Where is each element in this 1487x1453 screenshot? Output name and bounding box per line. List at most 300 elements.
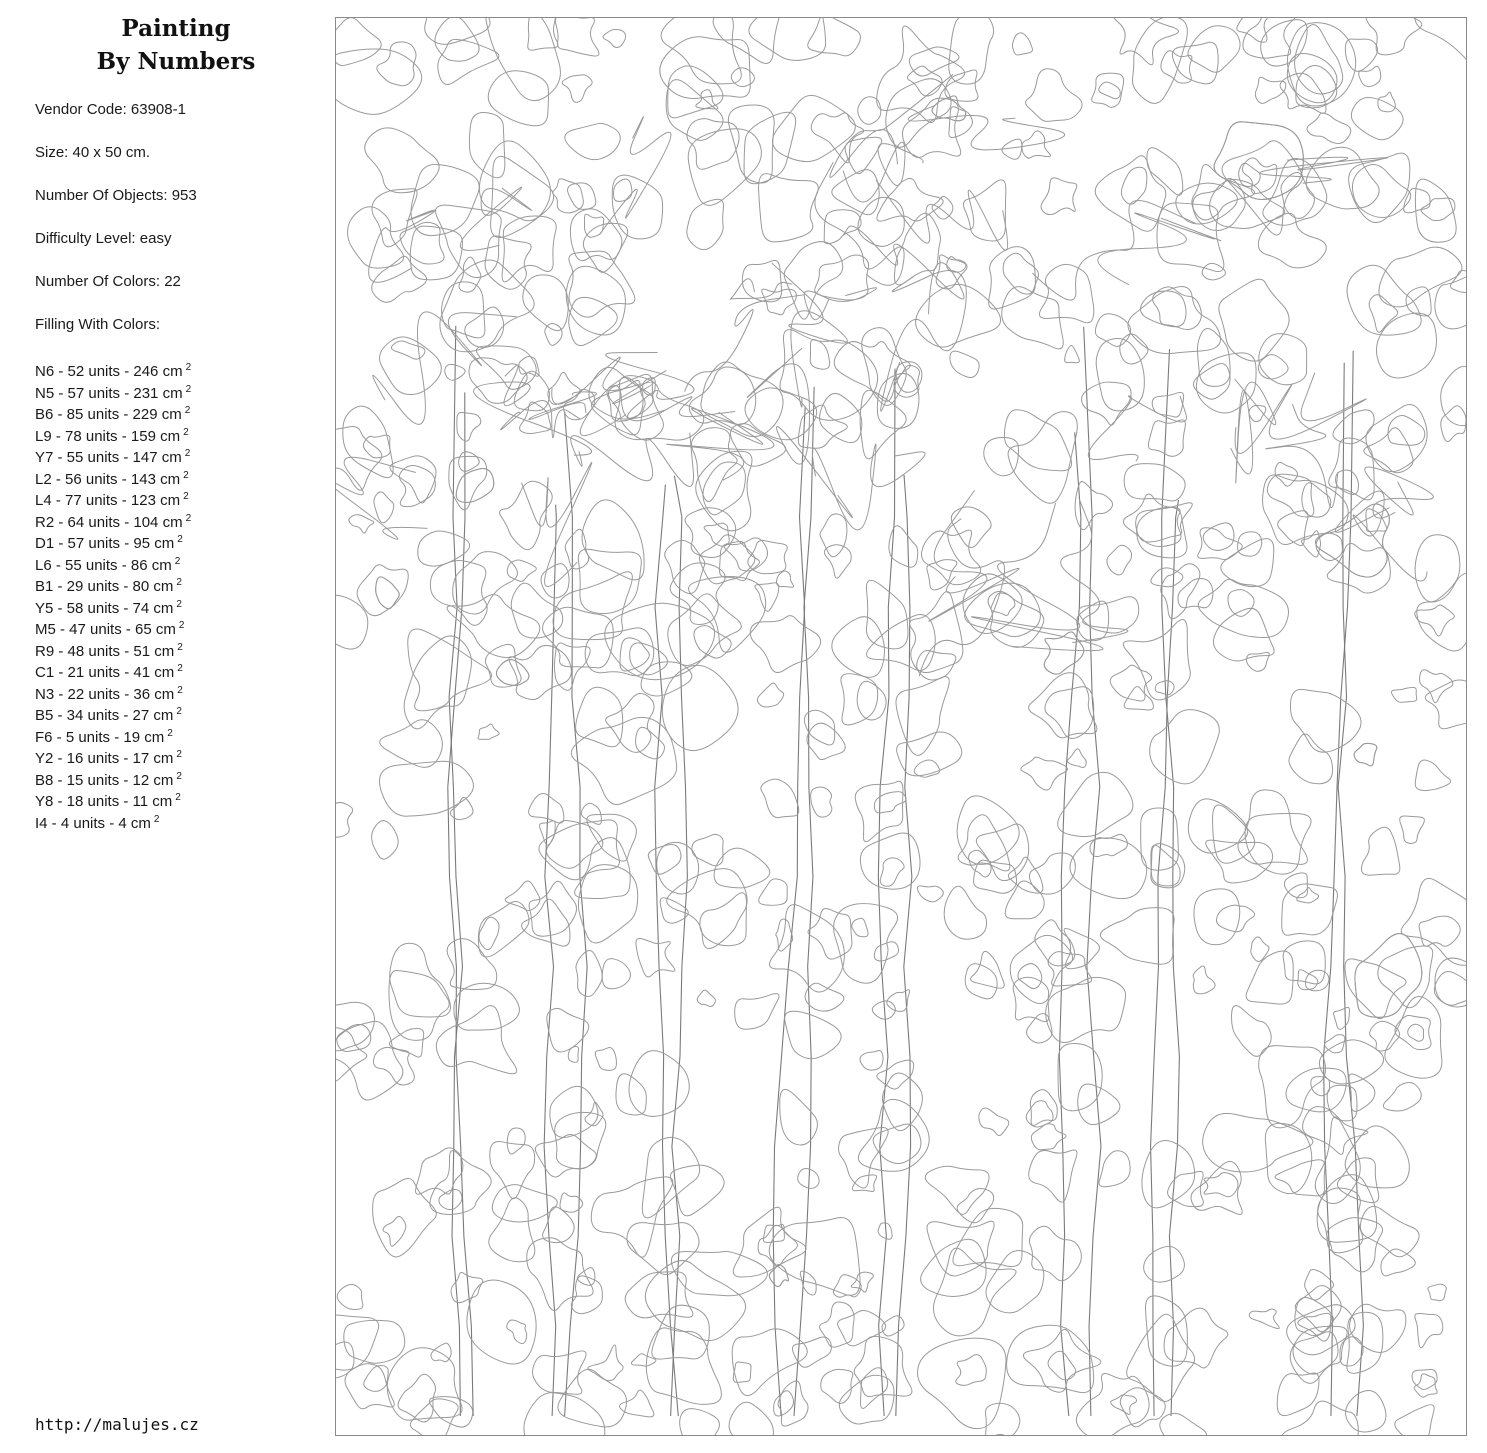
region-outline [1354,743,1377,765]
region-outline [558,1369,627,1427]
region-outline [660,37,750,99]
region-outline [1283,941,1325,984]
region-outline [582,500,644,580]
region-outline [704,523,729,546]
branch-outline [599,117,670,235]
region-outline [808,909,852,960]
region-outline [1128,287,1221,354]
color-row-text: B6 - 85 units - 229 cm [35,406,182,423]
region-outline [527,1238,593,1311]
region-outline [357,565,408,616]
region-outline [1021,757,1068,790]
region-outline [505,881,540,911]
region-outline [630,643,668,675]
region-outline [1030,1090,1057,1126]
region-outline [1379,247,1462,307]
region-outline [867,614,936,670]
region-outline [667,869,747,949]
region-outline [1099,1151,1130,1187]
region-outline [832,617,885,678]
region-outline [805,983,844,1011]
region-outline [1188,799,1247,853]
region-outline [824,545,851,578]
region-outline [1289,734,1333,784]
region-outline [1350,1304,1406,1352]
region-outline [755,583,779,611]
region-outline [1197,328,1230,386]
region-outline [500,481,553,549]
region-outline [749,18,826,60]
region-outline [858,1099,929,1171]
region-outline [1111,1395,1137,1415]
region-outline [963,180,1005,241]
region-outline [949,18,994,84]
region-outline [986,1251,1044,1313]
region-outline [1345,1126,1409,1188]
branch-outline [908,106,1064,150]
region-outline [660,898,688,923]
area-unit-superscript: 2 [185,512,192,524]
region-outline [810,340,829,370]
region-outline [555,18,598,56]
region-outline [976,824,1028,881]
filling-heading: Filling With Colors: [35,316,161,333]
region-outline [449,456,487,509]
color-row-text: F6 - 5 units - 19 cm [35,728,165,746]
region-outline [949,107,973,138]
region-outline [662,665,738,750]
region-outline [489,1198,535,1262]
region-outline [1415,18,1466,66]
region-outline [1206,840,1273,883]
region-outline [430,1151,491,1215]
region-outline [917,886,943,902]
region-outline [571,1276,602,1314]
region-outline [614,179,632,201]
region-outline [476,346,536,389]
region-outline [1029,1226,1081,1280]
website-link[interactable]: http://malujes.cz [35,1415,199,1434]
color-row-text: R9 - 48 units - 51 cm [35,642,175,660]
region-outline [921,530,980,585]
region-outline [1188,26,1240,72]
region-outline [1340,1337,1363,1366]
region-outline [1044,632,1084,674]
region-outline [1345,39,1377,71]
trunk-outline [794,387,814,1416]
region-outline [603,29,626,47]
region-outline [1160,1413,1207,1435]
region-outline [1031,1124,1066,1150]
trunk-outline [878,369,895,1416]
region-outline [1381,1249,1415,1276]
region-outline [1217,905,1255,932]
region-outline [1127,1314,1195,1401]
region-outline [1203,523,1234,551]
region-outline [1027,1014,1052,1043]
region-outline [456,468,494,502]
color-row [35,594,191,616]
region-outline [1307,113,1351,144]
region-outline [539,820,620,880]
color-row-text: Y2 - 16 units - 17 cm [35,750,174,767]
region-outline [1434,971,1466,1005]
region-outline [1352,164,1410,217]
color-row [35,422,191,444]
region-outline [636,938,675,976]
region-outline [1366,404,1427,471]
region-outline [1428,1284,1446,1301]
region-outline [436,1006,516,1074]
region-outline [1395,1405,1434,1435]
branch-outline [1260,157,1388,183]
region-outline [1259,334,1307,385]
area-unit-superscript: 2 [184,448,191,459]
color-list [35,357,191,830]
area-unit-superscript: 2 [183,469,189,481]
region-outline [1359,66,1381,86]
region-outline [411,164,479,235]
region-outline [1249,1309,1279,1329]
region-outline [636,727,665,759]
color-row [35,379,191,401]
color-row-text: N3 - 22 units - 36 cm [35,685,175,703]
region-outline [780,1089,818,1145]
color-row-text: B1 - 29 units - 80 cm [35,578,174,595]
region-outline [1391,687,1416,702]
region-outline [1100,908,1174,965]
region-outline [1441,366,1466,425]
region-outline [1278,511,1308,546]
region-outline [956,1355,987,1386]
region-outline [1404,188,1430,212]
region-outline [485,644,521,687]
region-outline [820,514,847,557]
region-outline [896,677,949,756]
area-unit-superscript: 2 [185,383,192,395]
region-outline [691,428,737,502]
region-outline [602,959,630,989]
region-outline [1029,673,1097,738]
region-outline [1303,1107,1368,1155]
region-outline [410,226,462,280]
color-row-text: L4 - 77 units - 123 cm [35,492,181,509]
branch-outline [876,180,1008,250]
region-outline [595,1048,616,1071]
region-outline [759,174,819,242]
region-outline [772,95,855,161]
region-outline [1120,334,1148,364]
painting-canvas [335,17,1467,1436]
region-outline [759,879,787,905]
region-outline [1012,33,1032,55]
region-outline [785,1011,841,1059]
color-row [35,658,191,680]
region-outline [761,779,799,817]
region-outline [877,178,943,221]
region-outline [774,1391,794,1416]
branch-outline [369,210,436,282]
region-outline [1203,1113,1313,1172]
region-outline [606,693,654,752]
branch-outline [730,279,792,300]
color-row-text: L9 - 78 units - 159 cm [35,427,181,445]
region-outline [776,571,793,587]
region-outline [1282,884,1338,935]
region-outline [1360,1206,1419,1256]
region-outline [430,561,487,626]
region-outline [874,792,906,813]
region-outline [1065,346,1080,363]
region-outline [731,68,754,87]
color-row-text: Y7 - 55 units - 147 cm [35,449,182,466]
region-outline [646,1328,721,1405]
region-outline [1378,92,1395,112]
branch-outline [1266,404,1338,507]
region-outline [852,918,868,937]
region-outline [1395,1015,1431,1049]
region-outline [985,1403,1019,1435]
region-outline [1400,816,1425,843]
region-outline [713,18,783,63]
trunk-outline [896,475,912,1416]
region-outline [1415,760,1450,791]
branch-outline [1235,373,1366,454]
region-outline [642,1137,699,1217]
color-row-text: L2 - 56 units - 143 cm [35,470,181,488]
color-row-text: D1 - 57 units - 95 cm [35,535,175,552]
region-outline [670,1165,724,1216]
color-count: Number Of Colors: 22 [35,273,181,290]
region-outline [1318,1188,1363,1253]
region-outline [1435,274,1466,329]
region-outline [491,156,554,237]
region-outline [399,466,435,507]
region-outline [390,943,451,1017]
area-unit-superscript: 2 [177,663,183,674]
region-outline [457,412,481,441]
region-outline [1092,73,1124,107]
region-outline [687,199,724,249]
area-unit-superscript: 2 [178,620,185,631]
region-outline [1082,382,1132,425]
region-outline [1219,279,1289,361]
region-outline [1370,1021,1400,1051]
color-row-text: R2 - 64 units - 104 cm [35,513,183,531]
color-row [35,357,191,379]
region-outline [1412,1369,1437,1389]
color-row [35,529,191,551]
region-outline [852,1175,876,1192]
region-outline [957,796,1019,864]
region-outline [485,236,531,289]
region-outline [1018,964,1042,989]
region-outline [965,964,997,999]
region-outline [1013,977,1049,1021]
region-outline [571,717,676,804]
region-outline [1136,503,1193,542]
area-unit-superscript: 2 [176,577,182,588]
region-outline [1366,509,1387,532]
region-outline [1255,77,1285,103]
region-outline [979,1108,1009,1136]
region-outline [1157,203,1224,272]
region-outline [509,645,571,699]
region-outline [1152,392,1183,417]
color-row-text: Y8 - 18 units - 11 cm [35,793,173,810]
object-count: Number Of Objects: 953 [35,187,197,204]
region-outline [1099,82,1120,99]
region-outline [750,616,820,673]
region-outline [578,865,637,943]
region-outline [1120,1388,1165,1427]
region-outline [576,951,602,997]
region-outline [377,42,416,86]
region-outline [1450,271,1466,293]
region-outline [680,1409,720,1435]
region-outline [1290,689,1361,752]
region-outline [757,683,783,707]
region-outline [507,560,536,581]
region-outline [670,563,725,625]
region-outline [337,1285,363,1310]
color-row-text: I4 - 4 units - 4 cm [35,814,151,832]
area-unit-superscript: 2 [184,405,191,416]
brand-title-line2: By Numbers [96,48,256,75]
region-outline [1107,545,1132,575]
region-outline [728,105,774,183]
region-outline [1150,710,1220,784]
region-outline [1345,959,1406,1019]
area-unit-superscript: 2 [176,706,182,717]
region-outline [1095,314,1130,347]
region-outline [770,905,845,992]
region-outline [507,1128,525,1154]
region-outline [933,1248,1016,1336]
region-outline [858,97,881,124]
region-outline [1337,1158,1378,1203]
region-outline [991,593,1015,615]
region-outline [811,787,832,817]
region-outline [349,515,374,533]
region-outline [1287,1305,1356,1355]
region-outline [1041,178,1077,215]
canvas-size: Size: 40 x 50 cm. [35,144,151,161]
region-outline [1425,680,1466,729]
region-outline [1420,670,1453,703]
region-outline [553,572,632,640]
region-outline [467,1280,536,1364]
region-outline [1228,590,1254,617]
area-unit-superscript: 2 [177,684,183,696]
region-outline [1383,1082,1421,1111]
region-outline [918,1338,1006,1428]
region-outline [821,1369,853,1403]
area-unit-superscript: 2 [153,813,160,825]
region-outline [348,207,404,268]
region-outline [591,1177,672,1257]
region-outline [860,1051,883,1071]
region-outline [652,1305,710,1359]
color-row [35,787,191,809]
region-outline [1151,845,1180,886]
region-outline [380,720,443,768]
region-outline [820,1302,855,1347]
region-outline [1113,18,1178,65]
color-row [35,443,191,465]
branch-outline [1088,396,1186,461]
region-outline [832,170,879,215]
region-outline [379,761,473,816]
region-outline [1046,977,1126,1042]
branch-outline [772,263,848,407]
region-outline [687,119,739,170]
region-outline [858,197,904,246]
region-outline [784,242,843,320]
region-outline [416,1148,463,1194]
region-outline [1327,543,1390,593]
region-outline [1385,996,1442,1078]
region-outline [336,802,353,837]
region-outline [944,886,986,939]
region-outline [1144,1246,1185,1282]
color-row-text: N6 - 52 units - 246 cm [35,363,183,380]
region-outline [620,638,649,671]
region-outline [336,595,368,649]
region-outline [697,990,715,1006]
brand-title-line1: Painting [121,15,231,42]
area-unit-superscript: 2 [174,555,181,567]
region-outline [562,75,592,103]
region-outline [735,994,779,1030]
region-outline [1327,1218,1383,1272]
area-unit-superscript: 2 [177,534,183,545]
region-outline [1029,1150,1077,1202]
region-outline [1148,420,1185,457]
region-outline [1376,313,1436,378]
region-outline [907,66,942,96]
painting-outline [336,18,1466,1435]
region-outline [851,1272,873,1292]
color-row-text: N5 - 57 units - 231 cm [35,384,183,402]
region-outline [808,18,861,56]
region-outline [616,1074,646,1115]
region-outline [363,435,390,458]
region-outline [951,507,991,548]
area-unit-superscript: 2 [177,641,183,653]
region-outline [1361,827,1399,875]
region-outline [1286,1068,1346,1112]
region-outline [1347,1312,1383,1373]
color-row [35,701,191,723]
brand-title [60,12,292,78]
color-row-text: C1 - 21 units - 41 cm [35,664,175,681]
region-outline [529,793,564,823]
region-outline [588,1345,623,1381]
region-outline [1178,579,1213,608]
region-outline [365,128,439,193]
color-row [35,766,191,788]
region-outline [720,541,760,580]
region-outline [387,1348,462,1420]
region-outline [576,687,623,747]
region-outline [1123,494,1181,547]
region-outline [1346,1390,1386,1432]
region-outline [380,337,442,395]
area-unit-superscript: 2 [176,598,182,610]
branch-outline [1365,467,1434,518]
region-outline [456,468,494,502]
